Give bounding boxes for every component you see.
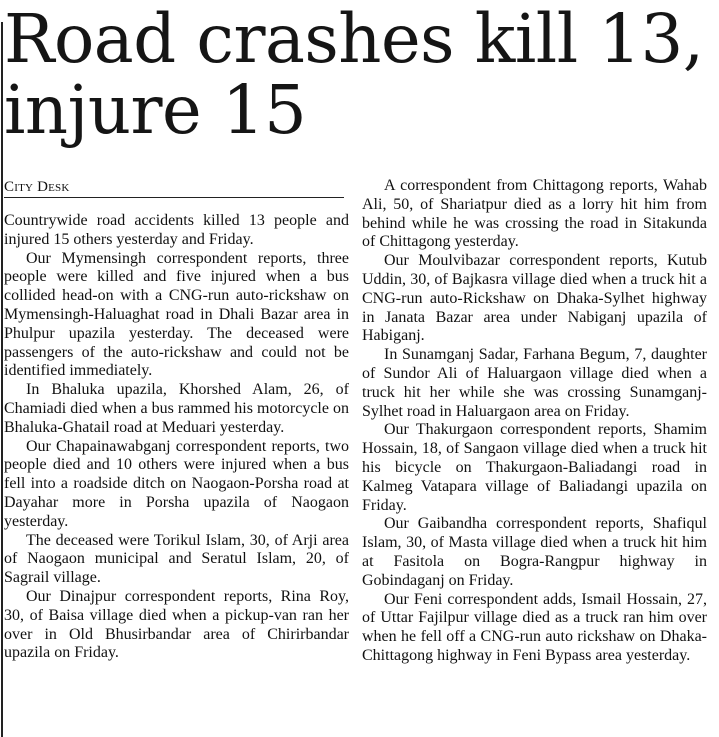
paragraph: Countrywide road accidents killed 13 people and injured 15 others yesterday and Friday. [4, 212, 349, 248]
paragraph: Our Mymensingh correspondent reports, three people were killed and five injured when a bus collided head-on with a CNG-run auto-rickshaw on Mymensingh-Haluaghat road in Dhali Bazar area in Phulpur upazila yesterday. The deceased were passengers of the auto-rickshaw and could not be identified immediately. [4, 249, 349, 380]
article-column-right [362, 177, 707, 666]
paragraph: A correspondent from Chittagong reports, Wahab Ali, 50, of Shariatpur died as a lorry hit him from behind while he was crossing the road in Sitakunda of Chittagong yesterday. [362, 177, 707, 251]
paragraph: Our Gaibandha correspondent reports, Shafiqul Islam, 30, of Masta village died when a truck hit him at Fasitola on Bogra-Rangpur highway in Gobindaganj on Friday. [362, 515, 707, 589]
byline: City Desk [4, 179, 344, 198]
paragraph: In Sunamganj Sadar, Farhana Begum, 7, daughter of Sundor Ali of Haluargaon village died when a truck hit her while she was crossing Sunamganj-Sylhet road in Haluargaon area on Friday. [362, 346, 707, 420]
paragraph: Our Chapainawabganj correspondent reports, two people died and 10 others were injured when a bus fell into a roadside ditch on Naogaon-Porsha road at Dayahar more in Porsha upazila of Naogaon yesterday. [4, 437, 349, 530]
paragraph: Our Dinajpur correspondent reports, Rina Roy, 30, of Baisa village died when a pickup-van ran her over in Old Bhusirbandar area of Chirirbandar upazila on Friday. [4, 587, 349, 662]
article-column-left [4, 212, 349, 663]
paragraph: The deceased were Torikul Islam, 30, of Arji area of Naogaon municipal and Seratul Islam, 20, of Sagrail village. [4, 531, 349, 587]
paragraph: In Bhaluka upazila, Khorshed Alam, 26, of Chamiadi died when a bus rammed his motorcycle on Bhaluka-Ghatail road at Meduari yesterday. [4, 381, 349, 436]
headline-line-1: Road crashes kill 13, [4, 0, 704, 78]
paragraph: Our Thakurgaon correspondent reports, Shamim Hossain, 18, of Sangaon village died when a truck hit his bicycle on Thakurgaon-Baliadangi road in Kalmeg Vatapara village of Baliadangi upazila on Friday. [362, 421, 707, 514]
headline-line-2: injure 15 [4, 71, 307, 149]
column-rule [1, 22, 3, 737]
paragraph: Our Moulvibazar correspondent reports, Kutub Uddin, 30, of Bajkasra village died when a truck hit a CNG-run auto-Rickshaw on Dhaka-Sylhet highway in Janata Bazar area under Nabiganj upazila of Habiganj. [362, 252, 707, 345]
paragraph: Our Feni correspondent adds, Ismail Hossain, 27, of Uttar Fajilpur village died as a truck ran him over when he fell off a CNG-run auto rickshaw on Dhaka-Chittagong highway in Feni Bypass area yesterday. [362, 590, 707, 664]
headline [4, 0, 716, 149]
